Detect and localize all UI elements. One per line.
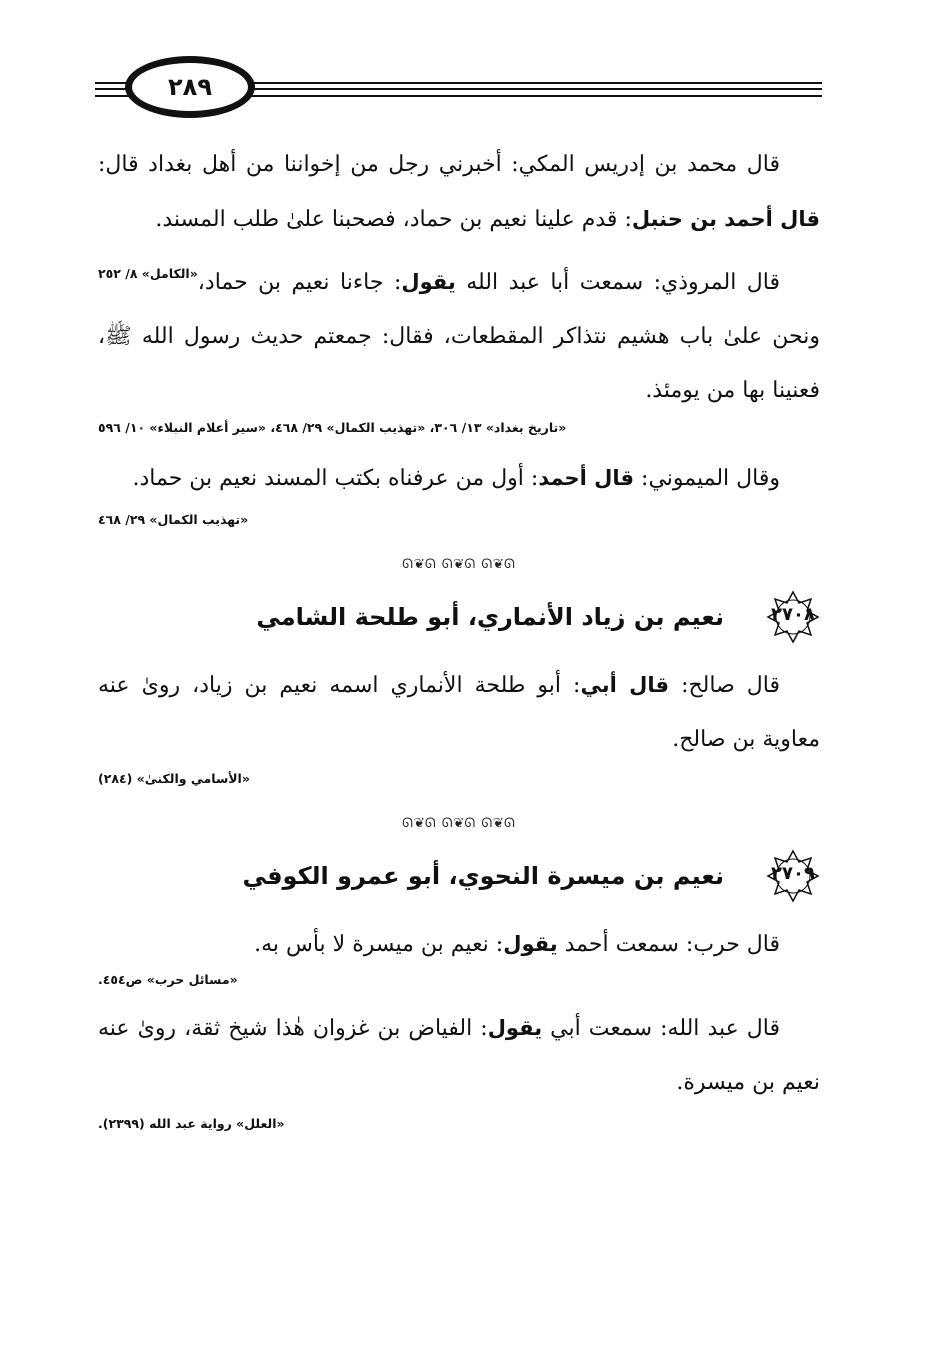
page-content bbox=[98, 138, 820, 1131]
entry-number-badge bbox=[766, 590, 820, 644]
paragraph-2: قال المروذي: سمعت أبا عبد الله يقول: جاءنا نعيم بن حماد، ونحن علىٰ باب هشيم نتذاكر المقطعات، فقال: جمعتم حديث رسول الله ﷺ، فعنينا بها من يومئذ. bbox=[98, 270, 820, 403]
section-divider: ᘏ❦ᘏ ᘏ❦ᘏ ᘏ❦ᘏ bbox=[402, 557, 516, 572]
paragraph-5: قال حرب: سمعت أحمد يقول: نعيم بن ميسرة لا بأس به. bbox=[254, 932, 780, 957]
source-citation: «تاريخ بغداد» ١٣/ ٣٠٦، «تهذيب الكمال» ٢٩/ ٤٦٨، «سير أعلام النبلاء» ١٠/ ٥٩٦ bbox=[98, 420, 567, 435]
section-divider: ᘏ❦ᘏ ᘏ❦ᘏ ᘏ❦ᘏ bbox=[402, 816, 516, 831]
entry-number: ٢٧٠٩ bbox=[771, 863, 815, 884]
paragraph-3: وقال الميموني: قال أحمد: أول من عرفناه بكتب المسند نعيم بن حماد. bbox=[132, 466, 780, 491]
source-citation: «تهذيب الكمال» ٢٩/ ٤٦٨ bbox=[98, 512, 249, 527]
source-citation: «الأسامي والكنىٰ» (٢٨٤) bbox=[98, 771, 250, 786]
paragraph-6: قال عبد الله: سمعت أبي يقول: الفياض بن غزوان هٰذا شيخ ثقة، روىٰ عنه نعيم بن ميسرة. bbox=[98, 1016, 820, 1095]
entry-heading bbox=[98, 590, 820, 644]
entry-number-badge bbox=[766, 849, 820, 903]
source-citation: «الكامل» ٨/ ٢٥٢ bbox=[98, 266, 198, 281]
entry-title: نعيم بن زياد الأنماري، أبو طلحة الشامي bbox=[256, 603, 724, 631]
paragraph-4: قال صالح: قال أبي: أبو طلحة الأنماري اسمه نعيم بن زياد، روىٰ عنه معاوية بن صالح. bbox=[98, 673, 820, 752]
page-number: ٢٨٩ bbox=[168, 73, 212, 101]
entry-number: ٢٧٠٨ bbox=[771, 604, 815, 625]
page-header bbox=[95, 60, 822, 120]
paragraph-1: قال محمد بن إدريس المكي: أخبرني رجل من إخواننا من أهل بغداد قال: قال أحمد بن حنبل: قدم علينا نعيم بن حماد، فصحبنا علىٰ طلب المسند. «الكامل» ٨/ ٢٥٢ bbox=[98, 138, 820, 247]
entry-title: نعيم بن ميسرة النحوي، أبو عمرو الكوفي bbox=[242, 862, 724, 890]
entry-heading bbox=[98, 849, 820, 903]
source-citation: «العلل» رواية عبد الله (٢٣٩٩). bbox=[98, 1116, 285, 1131]
source-citation: «مسائل حرب» ص٤٥٤. bbox=[98, 972, 238, 987]
page-number-badge bbox=[125, 56, 255, 118]
